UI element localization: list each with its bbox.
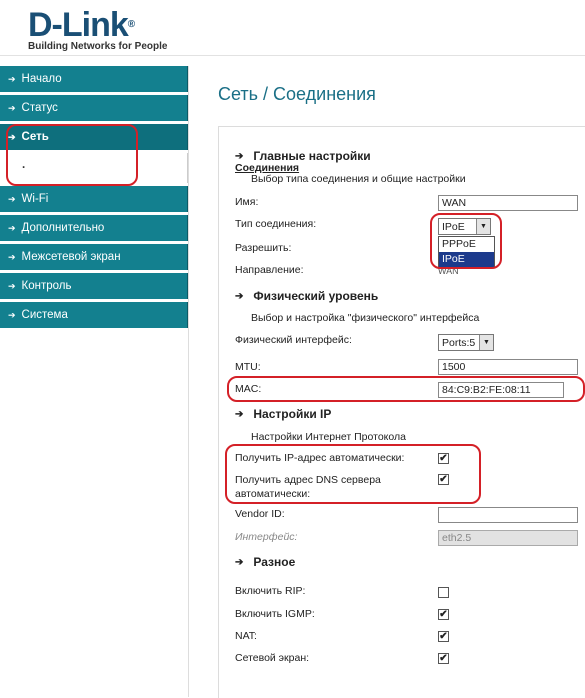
- conn-type-value: IPoE: [442, 220, 465, 233]
- rip-checkbox[interactable]: [438, 587, 449, 598]
- logo-registered: ®: [127, 19, 135, 30]
- phys-iface-select[interactable]: [438, 334, 494, 351]
- igmp-label: Включить IGMP:: [235, 608, 315, 620]
- dropdown-option-pppoe[interactable]: PPPoE: [442, 238, 476, 250]
- sidebar-item-label: Сеть: [21, 131, 49, 143]
- arrow-right-icon: ➔: [8, 309, 16, 320]
- arrow-right-icon: ➔: [235, 408, 244, 420]
- dlink-logo: [28, 6, 167, 52]
- firewall-label: Сетевой экран:: [235, 652, 310, 664]
- name-label: Имя:: [235, 196, 259, 208]
- interface-label: Интерфейс:: [235, 531, 298, 543]
- allow-label: Разрешить:: [235, 242, 292, 254]
- auto-dns-label-1: Получить адрес DNS сервера: [235, 474, 381, 486]
- section-main-settings: [235, 149, 371, 163]
- section-description: Выбор и настройка "физического" интерфейса: [251, 312, 480, 324]
- arrow-right-icon: ➔: [235, 290, 244, 302]
- sidebar-subitem-label: Соединения: [235, 162, 300, 174]
- vendor-id-input[interactable]: [438, 507, 578, 523]
- section-physical: [235, 289, 378, 303]
- section-misc: [235, 555, 295, 569]
- mtu-input[interactable]: [438, 359, 578, 375]
- auto-dns-checkbox[interactable]: ✔: [439, 474, 448, 485]
- page-title: Сеть / Соединения: [218, 84, 376, 104]
- sidebar-item-label: Wi-Fi: [21, 193, 49, 205]
- sidebar-item-wifi[interactable]: [0, 186, 188, 212]
- section-title: Физический уровень: [253, 289, 379, 303]
- direction-label: Направление:: [235, 264, 304, 276]
- interface-input: [438, 530, 578, 546]
- section-title: Настройки IP: [253, 407, 332, 421]
- firewall-checkbox[interactable]: ✔: [439, 653, 448, 664]
- arrow-right-icon: ➔: [8, 280, 16, 291]
- mac-input[interactable]: [438, 382, 564, 398]
- sidebar-item-home[interactable]: [0, 66, 188, 92]
- sidebar-item-control[interactable]: [0, 273, 188, 299]
- sidebar-subitem-connections[interactable]: [0, 153, 300, 183]
- nat-checkbox[interactable]: ✔: [439, 631, 448, 642]
- logo-tagline: Building Networks for People: [28, 41, 168, 52]
- arrow-right-icon: ➔: [8, 131, 16, 142]
- phys-iface-label: Физический интерфейс:: [235, 334, 352, 346]
- auto-ip-label: Получить IP-адрес автоматически:: [235, 452, 405, 464]
- bullet-icon: ·: [22, 162, 26, 174]
- sidebar-item-status[interactable]: [0, 95, 188, 121]
- sidebar-divider: [188, 66, 189, 697]
- arrow-right-icon: ➔: [8, 251, 16, 262]
- section-ip-settings: [235, 407, 331, 421]
- direction-value: WAN: [438, 266, 459, 276]
- sidebar-item-advanced[interactable]: [0, 215, 188, 241]
- arrow-right-icon: ➔: [8, 222, 16, 233]
- section-description: Выбор типа соединения и общие настройки: [251, 173, 466, 185]
- vendor-id-label: Vendor ID:: [235, 508, 285, 520]
- conn-type-label: Тип соединения:: [235, 218, 317, 230]
- chevron-down-icon[interactable]: ▼: [476, 219, 490, 234]
- auto-ip-checkbox[interactable]: ✔: [439, 453, 448, 464]
- logo-text: D-Link: [28, 6, 128, 44]
- dropdown-option-ipoe[interactable]: IPoE: [439, 252, 494, 267]
- nat-label: NAT:: [235, 630, 257, 642]
- arrow-right-icon: ➔: [8, 193, 16, 204]
- section-description: Настройки Интернет Протокола: [251, 431, 406, 443]
- sidebar-item-system[interactable]: [0, 302, 188, 328]
- header-divider: [0, 55, 585, 56]
- chevron-down-icon[interactable]: ▼: [479, 335, 493, 350]
- mac-label: MAC:: [235, 383, 262, 395]
- rip-label: Включить RIP:: [235, 585, 306, 597]
- auto-dns-label-2: автоматически:: [235, 488, 311, 500]
- sidebar-item-label: Контроль: [21, 280, 72, 292]
- phys-iface-value: Ports:5: [442, 336, 476, 349]
- sidebar-item-label: Статус: [21, 102, 58, 114]
- arrow-right-icon: ➔: [235, 556, 244, 568]
- sidebar-item-network[interactable]: [0, 124, 188, 150]
- sidebar-item-label: Межсетевой экран: [21, 251, 121, 263]
- arrow-right-icon: ➔: [8, 73, 16, 84]
- arrow-right-icon: ➔: [8, 102, 16, 113]
- mtu-label: MTU:: [235, 361, 261, 373]
- section-title: Главные настройки: [253, 149, 371, 163]
- name-input[interactable]: [438, 195, 578, 211]
- section-title: Разное: [253, 555, 296, 569]
- conn-type-select[interactable]: [438, 218, 491, 235]
- conn-type-dropdown[interactable]: [438, 236, 495, 268]
- sidebar-item-label: Система: [21, 309, 68, 321]
- igmp-checkbox[interactable]: ✔: [439, 609, 448, 620]
- sidebar-item-label: Дополнительно: [21, 222, 105, 234]
- sidebar-item-firewall[interactable]: [0, 244, 188, 270]
- arrow-right-icon: ➔: [235, 150, 244, 162]
- sidebar-item-label: Начало: [21, 73, 62, 85]
